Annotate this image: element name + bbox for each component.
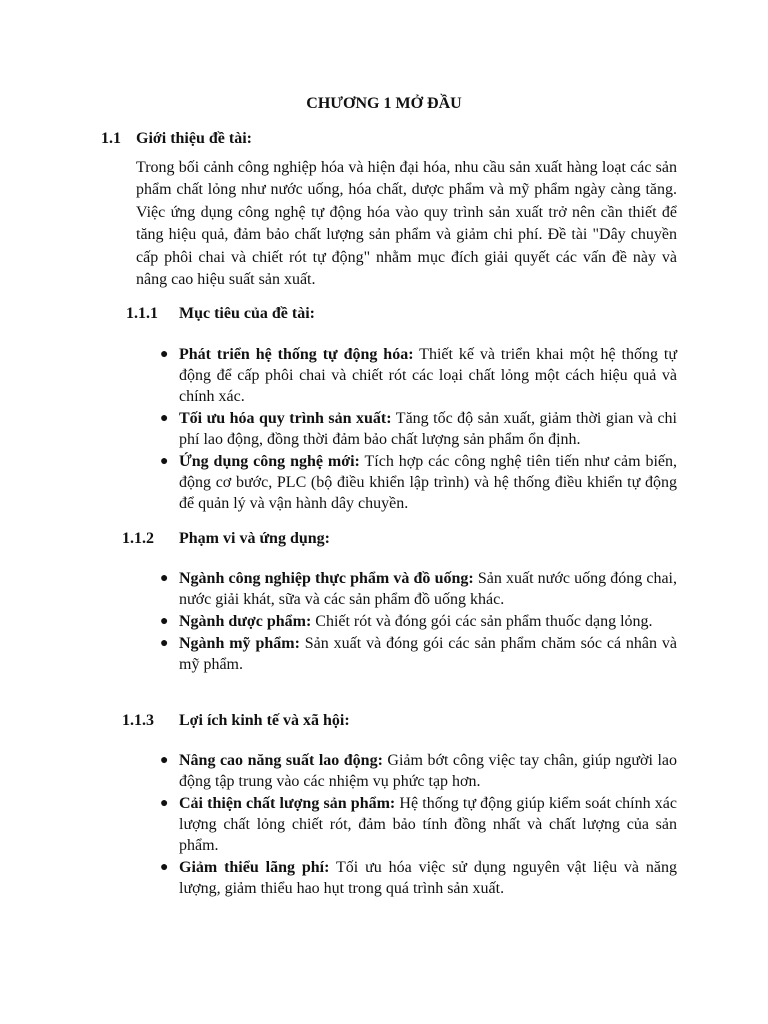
bullet-icon: ● [160, 347, 169, 362]
bullet-icon: ● [160, 454, 169, 470]
section-number: 1.1.1 [126, 305, 158, 322]
list-item [160, 633, 677, 675]
list-item-label: Nâng cao năng suất lao động: [179, 752, 383, 769]
scope-list [160, 568, 677, 676]
list-item-text: Hệ thống tự động giúp kiểm soát chính xác lượng chất lỏng chiết rót, đảm bảo tính đồng nhất và chất lượng của sản phẩm. [179, 794, 677, 855]
list-item [160, 408, 677, 450]
section-title: Mục tiêu của đề tài: [179, 305, 315, 322]
list-item-text: Tích hợp các công nghệ tiên tiến như cảm biến, động cơ bước, PLC (bộ điều khiển lập trình) và hệ thống điều khiển tự động để quản lý và vận hành dây chuyền. [179, 453, 677, 513]
section-title: Phạm vi và ứng dụng: [179, 530, 330, 547]
list-item-text: Giảm bớt công việc tay chân, giúp người lao động tập trung vào các nhiệm vụ phức tạp hơn. [179, 752, 678, 791]
section-title: Giới thiệu đề tài: [136, 130, 252, 147]
list-item-label: Ngành dược phẩm: [179, 612, 312, 630]
section-number: 1.1.2 [122, 530, 154, 547]
bullet-icon: ● [160, 411, 169, 427]
list-item-text: Thiết kế và triển khai một hệ thống tự động để cấp phôi chai và chiết rót các loại chất lỏng một cách hiệu quả và chính xác. [179, 346, 677, 406]
list-item-label: Tối ưu hóa quy trình sản xuất: [179, 410, 392, 428]
intro-paragraph: Trong bối cảnh công nghiệp hóa và hiện đại hóa, nhu cầu sản xuất hàng loạt các sản phẩm chất lỏng như nước uống, hóa chất, dược phẩm và mỹ phẩm ngày càng tăng. Việc ứng dụng công nghệ tự động hóa vào quy trình sản xuất trở nên cần thiết để tăng hiệu quả, đảm bảo chất lượng sản phẩm và giảm chi phí. Đề tài "Dây chuyền cấp phôi chai và chiết rót tự động" nhằm mục đích giải quyết các vấn đề này và nâng cao hiệu suất sản xuất. [136, 159, 677, 289]
section-1-1-heading [101, 128, 252, 150]
bullet-icon: ● [160, 795, 169, 811]
list-item-label: Ngành công nghiệp thực phẩm và đồ uống: [179, 570, 474, 587]
section-number: 1.1 [101, 130, 121, 147]
section-1-1-2-heading [122, 528, 330, 550]
section-1-1-1-heading [126, 303, 315, 325]
list-item-label: Giảm thiểu lãng phí: [179, 859, 330, 877]
list-item-label: Ngành mỹ phẩm: [179, 634, 300, 652]
list-item-text: Tăng tốc độ sản xuất, giảm thời gian và chi phí lao động, đồng thời đảm bảo chất lượng sản phẩm ổn định. [179, 410, 678, 449]
bullet-icon: ● [160, 753, 169, 768]
bullet-icon: ● [160, 571, 169, 586]
list-item [160, 451, 677, 515]
section-title: Lợi ích kinh tế và xã hội: [179, 712, 350, 729]
section-number: 1.1.3 [122, 712, 154, 729]
chapter-title: CHƯƠNG 1 MỞ ĐẦU [306, 95, 462, 112]
list-item [160, 793, 677, 857]
list-item [160, 611, 677, 632]
list-item [160, 568, 677, 610]
bullet-icon: ● [160, 613, 169, 629]
benefits-list [160, 750, 677, 900]
list-item [160, 857, 677, 899]
list-item-label: Cải thiện chất lượng sản phẩm: [179, 794, 396, 812]
list-item-text: Chiết rót và đóng gói các sản phẩm thuốc dạng lỏng. [311, 612, 653, 630]
bullet-icon: ● [160, 635, 169, 651]
objectives-list [160, 344, 677, 515]
list-item-label: Ứng dụng công nghệ mới: [179, 453, 360, 471]
list-item-text: Sản xuất và đóng gói các sản phẩm chăm sóc cá nhân và mỹ phẩm. [179, 634, 678, 673]
list-item-text: Tối ưu hóa việc sử dụng nguyên vật liệu và năng lượng, giảm thiểu hao hụt trong quá trình sản xuất. [179, 859, 678, 898]
bullet-icon: ● [160, 860, 169, 876]
list-item-text: Sản xuất nước uống đóng chai, nước giải khát, sữa và các sản phẩm đồ uống khác. [179, 570, 678, 609]
list-item [160, 344, 677, 408]
list-item-label: Phát triển hệ thống tự động hóa: [179, 346, 414, 363]
list-item [160, 750, 677, 792]
section-1-1-3-heading [122, 710, 350, 732]
